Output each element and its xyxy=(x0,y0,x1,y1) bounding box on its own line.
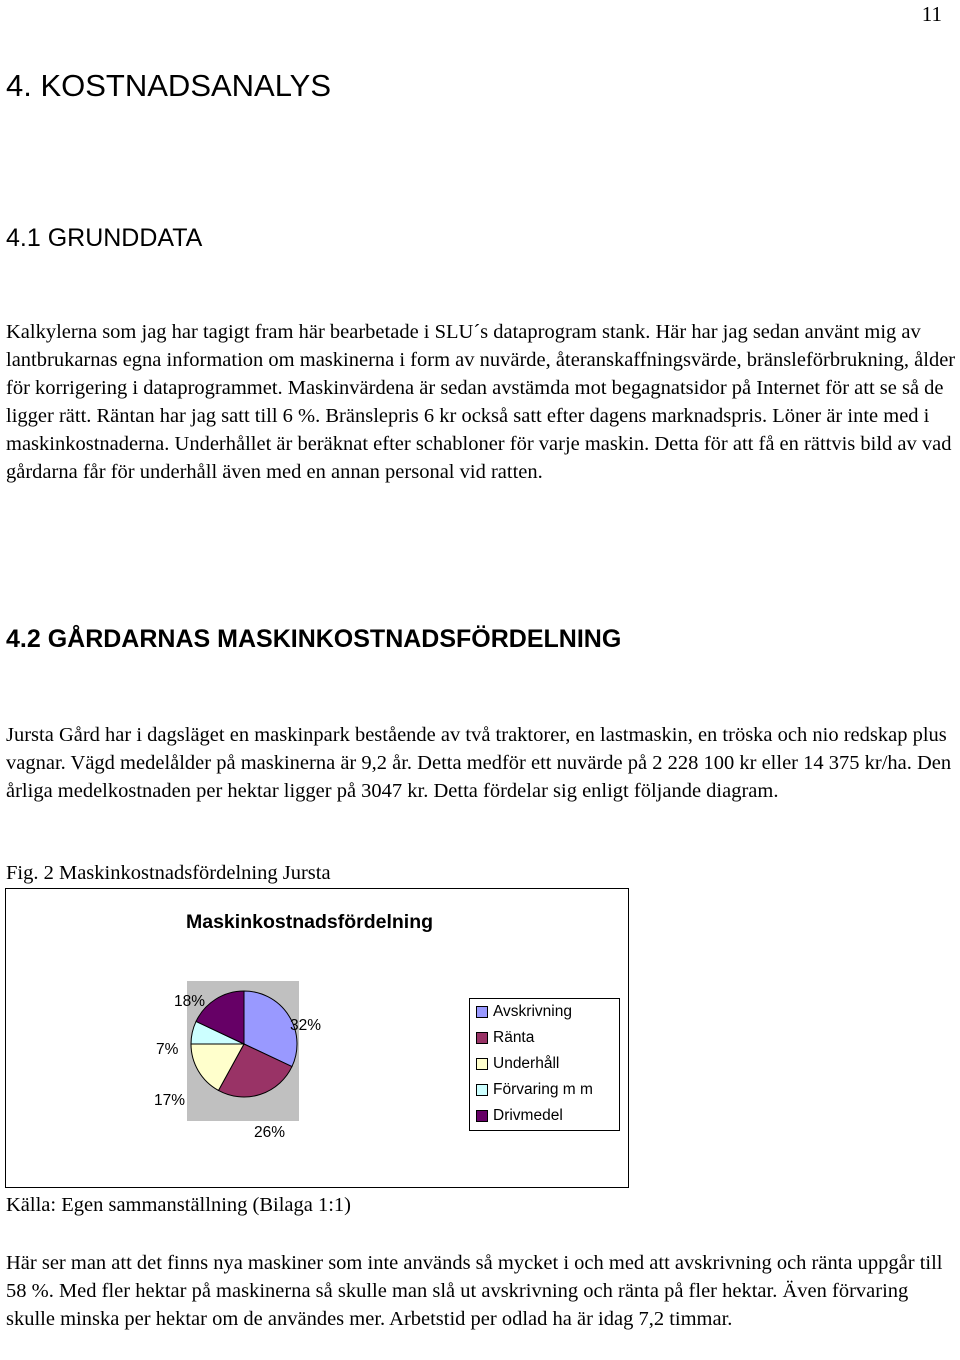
kostnadsfordelning-paragraph: Jursta Gård har i dagsläget en maskinpark bestående av två traktorer, en lastmaskin, en tröska och nio redskap plus vagnar. Vägd medelålder på maskinerna är 9,2 år. Detta medför ett nuvärde på 2 228 100 kr eller 14 375 kr/ha. Den årliga medelkostnaden per hektar ligger på 3047 kr. Detta fördelar sig enligt följande diagram. xyxy=(6,724,952,802)
slice-label-avskrivning: 32% xyxy=(290,1017,322,1034)
figure-caption: Fig. 2 Maskinkostnadsfördelning Jursta xyxy=(6,862,331,884)
pie-slices xyxy=(191,991,297,1097)
legend-item-drivmedel xyxy=(476,1106,563,1126)
chart-title: Maskinkostnadsfördelning xyxy=(186,911,434,933)
chart-source: Källa: Egen sammanställning (Bilaga 1:1) xyxy=(6,1194,351,1216)
chapter-heading: 4. KOSTNADSANALYS xyxy=(6,68,332,103)
legend-swatch xyxy=(476,1006,488,1018)
page-number: 11 xyxy=(921,2,942,26)
legend-label: Underhåll xyxy=(493,1055,560,1072)
slice-label-forvaring: 7% xyxy=(156,1041,179,1058)
legend-label: Ränta xyxy=(493,1029,535,1046)
legend-swatch xyxy=(476,1110,488,1122)
legend-swatch xyxy=(476,1058,488,1070)
section-heading-grunddata: 4.1 GRUNDDATA xyxy=(6,224,203,252)
legend-item-ranta xyxy=(476,1028,534,1048)
legend-item-avskrivning xyxy=(476,1002,572,1022)
grunddata-paragraph: Kalkylerna som jag har tagigt fram här bearbetade i SLU´s dataprogram stank. Här har jag sedan använt mig av lantbrukarnas egna information om maskinerna i form av nuvärde, återanskaffningsvärde, bränsleförbrukning, ålder för korrigering i dataprogrammet. Maskinvärdena är sedan avstämda mot begagnatsidor på Internet för att se så de ligger rätt. Räntan har jag satt till 6 %. Bränslepris 6 kr också satt efter dagens marknadspris. Löner är inte med i maskinkostnaderna. Underhållet är beräknat efter schabloner för varje maskin. Detta för att få en rättvis bild av vad gårdarna får för underhåll även med en annan personal vid ratten. xyxy=(6,321,956,483)
slice-label-ranta: 26% xyxy=(254,1124,286,1141)
legend-swatch xyxy=(476,1032,488,1044)
legend-label: Avskrivning xyxy=(493,1003,572,1020)
legend-swatch xyxy=(476,1084,488,1096)
conclusion-paragraph: Här ser man att det finns nya maskiner som inte används så mycket i och med att avskrivning och ränta uppgår till 58 %. Med fler hektar på maskinerna så skulle man slå ut avskrivning och ränta på fler hektar. Även förvaring skulle minska per hektar om de användes mer. Arbetstid per odlad ha är idag 7,2 timmar. xyxy=(6,1252,943,1330)
pie-chart-frame xyxy=(5,888,629,1188)
slice-label-underhall: 17% xyxy=(154,1092,186,1109)
legend-item-underhall xyxy=(476,1054,559,1074)
chart-legend xyxy=(469,998,620,1131)
legend-item-forvaring xyxy=(476,1080,593,1100)
legend-label: Drivmedel xyxy=(493,1107,563,1124)
slice-label-drivmedel: 18% xyxy=(174,993,206,1010)
legend-label: Förvaring m m xyxy=(493,1081,593,1098)
section-heading-kostnadsfordelning: 4.2 GÅRDARNAS MASKINKOSTNADSFÖRDELNING xyxy=(6,625,622,653)
